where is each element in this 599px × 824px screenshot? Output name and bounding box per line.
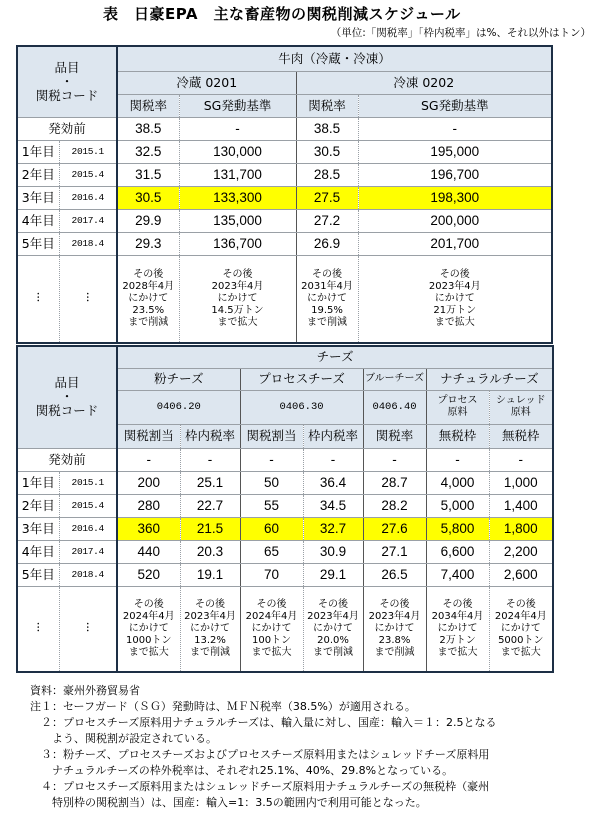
footnote-line: ナチュラルチーズの枠外税率は、それぞれ25.1%、40%、29.8%となっている。 xyxy=(30,764,454,777)
cheese-cell: 20.3 xyxy=(180,540,240,563)
footnote-line: よう、関税割が設定されている。 xyxy=(30,732,217,745)
cheese-code-blue: 0406.40 xyxy=(363,390,426,424)
beef-cell: 27.2 xyxy=(296,209,358,232)
cheese-cell: - xyxy=(489,448,553,471)
cheese-later-note: その後 2034年4月 にかけて 2万トン まで拡大 xyxy=(426,586,489,672)
beef-cell: 135,000 xyxy=(179,209,296,232)
cheese-cell: 1,400 xyxy=(489,494,553,517)
cheese-row-label: 3年目 xyxy=(17,517,59,540)
beef-cell: 131,700 xyxy=(179,163,296,186)
cheese-row-date: 2017.4 xyxy=(59,540,117,563)
cheese-code-powder: 0406.20 xyxy=(117,390,240,424)
cheese-cell: 70 xyxy=(240,563,303,586)
beef-cell: 29.3 xyxy=(117,232,179,255)
cheese-cell: 50 xyxy=(240,471,303,494)
cheese-cell: - xyxy=(426,448,489,471)
page-title: 表 日豪EPA 主な畜産物の関税削減スケジュール xyxy=(103,5,461,23)
beef-later-note: その後 2028年4月 にかけて 23.5% まで削減 xyxy=(117,255,179,343)
cheese-dots: ︙ xyxy=(17,586,59,672)
cheese-cell: 22.7 xyxy=(180,494,240,517)
beef-frozen-header: 冷凍 0202 xyxy=(296,71,552,94)
footnote-source: 資料：豪州外務貿易省 xyxy=(30,684,140,697)
beef-cell: - xyxy=(179,117,296,140)
cheese-row-date: 2018.4 xyxy=(59,563,117,586)
beef-col-tariff: 関税率 xyxy=(296,94,358,117)
beef-later-note: その後 2023年4月 にかけて 14.5万トン まで拡大 xyxy=(179,255,296,343)
cheese-row-label: 5年目 xyxy=(17,563,59,586)
cheese-cell: 27.1 xyxy=(363,540,426,563)
cheese-cell: 55 xyxy=(240,494,303,517)
cheese-cell: 5,000 xyxy=(426,494,489,517)
beef-cell: 26.9 xyxy=(296,232,358,255)
cheese-col-header: 関税率 xyxy=(363,424,426,448)
cheese-cell: 2,200 xyxy=(489,540,553,563)
cheese-row-label: 4年目 xyxy=(17,540,59,563)
beef-col-tariff: 関税率 xyxy=(117,94,179,117)
beef-dots: ︙ xyxy=(17,255,59,343)
footnote-line: ２：プロセスチーズ原料用ナチュラルチーズは、輸入量に対し、国産：輸入＝１：2.5となる xyxy=(30,716,497,729)
beef-row-date: 2018.4 xyxy=(59,232,117,255)
beef-cell-highlight: 133,300 xyxy=(179,186,296,209)
cheese-col-header: 無税枠 xyxy=(489,424,553,448)
beef-cell: 201,700 xyxy=(358,232,552,255)
cheese-process-header: プロセスチーズ xyxy=(240,368,363,390)
cheese-row-date: 2015.1 xyxy=(59,471,117,494)
cheese-cell: 65 xyxy=(240,540,303,563)
cheese-col-header: 枠内税率 xyxy=(303,424,363,448)
cheese-cell: 200 xyxy=(117,471,180,494)
cheese-cell-highlight: 27.6 xyxy=(363,517,426,540)
cheese-cell: - xyxy=(180,448,240,471)
cheese-cell: 2,600 xyxy=(489,563,553,586)
cheese-code-process: 0406.30 xyxy=(240,390,363,424)
beef-row-label: 発効前 xyxy=(17,117,117,140)
cheese-row-date: 2015.4 xyxy=(59,494,117,517)
beef-cell: 195,000 xyxy=(358,140,552,163)
cheese-table xyxy=(16,345,554,673)
cheese-col-header: 関税割当 xyxy=(117,424,180,448)
cheese-later-note: その後 2024年4月 にかけて 1000トン まで拡大 xyxy=(117,586,180,672)
beef-cell: 200,000 xyxy=(358,209,552,232)
cheese-cell: - xyxy=(303,448,363,471)
cheese-cell: 28.2 xyxy=(363,494,426,517)
cheese-cell: 4,000 xyxy=(426,471,489,494)
beef-cell-highlight: 27.5 xyxy=(296,186,358,209)
beef-row-label: 3年目 xyxy=(17,186,59,209)
beef-cell-highlight: 30.5 xyxy=(117,186,179,209)
beef-chilled-header: 冷蔵 0201 xyxy=(117,71,296,94)
cheese-cell: 25.1 xyxy=(180,471,240,494)
beef-cell: 32.5 xyxy=(117,140,179,163)
cheese-cell: 36.4 xyxy=(303,471,363,494)
cheese-later-note: その後 2023年4月 にかけて 13.2% まで削減 xyxy=(180,586,240,672)
cheese-cell: - xyxy=(117,448,180,471)
cheese-cell: 29.1 xyxy=(303,563,363,586)
cheese-cell: 280 xyxy=(117,494,180,517)
beef-table xyxy=(16,45,553,344)
beef-item-header: 品目 ・ 関税コード xyxy=(17,46,117,117)
cheese-col-header: 枠内税率 xyxy=(180,424,240,448)
cheese-process-material-header: プロセス 原料 xyxy=(426,390,489,424)
cheese-cell: 1,000 xyxy=(489,471,553,494)
cheese-cell: 26.5 xyxy=(363,563,426,586)
cheese-cell: 6,600 xyxy=(426,540,489,563)
beef-later-note: その後 2031年4月 にかけて 19.5% まで削減 xyxy=(296,255,358,343)
beef-row-date: 2017.4 xyxy=(59,209,117,232)
cheese-natural-header: ナチュラルチーズ xyxy=(426,368,553,390)
cheese-cell-highlight: 1,800 xyxy=(489,517,553,540)
cheese-row-label: 発効前 xyxy=(17,448,117,471)
footnote-line: ３：粉チーズ、プロセスチーズおよびプロセスチーズ原料用またはシュレッドチーズ原料用 xyxy=(30,748,490,761)
footnote-line: 注１：セーフガード（ＳＧ）発動時は、ＭＦＮ税率（38.5%）が適用される。 xyxy=(30,700,416,713)
cheese-powder-header: 粉チーズ xyxy=(117,368,240,390)
cheese-cell: - xyxy=(363,448,426,471)
footnote-line: 特別枠の関税割当）は、国産：輸入=1：3.5の範囲内で利用可能となった。 xyxy=(30,796,427,809)
cheese-col-header: 無税枠 xyxy=(426,424,489,448)
beef-later-note: その後 2023年4月 にかけて 21万トン まで拡大 xyxy=(358,255,552,343)
beef-group-header: 牛肉（冷蔵・冷凍） xyxy=(117,46,552,71)
beef-cell: 130,000 xyxy=(179,140,296,163)
cheese-cell: - xyxy=(240,448,303,471)
cheese-cell: 7,400 xyxy=(426,563,489,586)
cheese-row-date: 2016.4 xyxy=(59,517,117,540)
beef-row-label: 1年目 xyxy=(17,140,59,163)
cheese-cell: 30.9 xyxy=(303,540,363,563)
beef-row-date: 2016.4 xyxy=(59,186,117,209)
beef-cell: 30.5 xyxy=(296,140,358,163)
cheese-cell: 19.1 xyxy=(180,563,240,586)
beef-dots: ︙ xyxy=(59,255,117,343)
beef-row-label: 4年目 xyxy=(17,209,59,232)
beef-cell: 136,700 xyxy=(179,232,296,255)
cheese-cell: 28.7 xyxy=(363,471,426,494)
beef-cell-highlight: 198,300 xyxy=(358,186,552,209)
cheese-later-note: その後 2023年4月 にかけて 23.8% まで削減 xyxy=(363,586,426,672)
cheese-cell-highlight: 32.7 xyxy=(303,517,363,540)
beef-cell: 196,700 xyxy=(358,163,552,186)
beef-row-label: 5年目 xyxy=(17,232,59,255)
beef-col-sg: SG発動基準 xyxy=(358,94,552,117)
beef-row-label: 2年目 xyxy=(17,163,59,186)
beef-cell: 29.9 xyxy=(117,209,179,232)
beef-col-sg: SG発動基準 xyxy=(179,94,296,117)
cheese-later-note: その後 2023年4月 にかけて 20.0% まで削減 xyxy=(303,586,363,672)
footnotes xyxy=(30,683,497,811)
cheese-cell-highlight: 5,800 xyxy=(426,517,489,540)
footnote-line: ４：プロセスチーズ原料用またはシュレッドチーズ原料用ナチュラルチーズの無税枠（豪州 xyxy=(30,780,490,793)
cheese-cell: 34.5 xyxy=(303,494,363,517)
cheese-row-label: 2年目 xyxy=(17,494,59,517)
cheese-row-label: 1年目 xyxy=(17,471,59,494)
beef-cell: 38.5 xyxy=(296,117,358,140)
cheese-cell-highlight: 360 xyxy=(117,517,180,540)
unit-note: （単位:「関税率」「枠内税率」は%、それ以外はトン） xyxy=(330,27,591,39)
beef-cell: 31.5 xyxy=(117,163,179,186)
cheese-item-header: 品目 ・ 関税コード xyxy=(17,346,117,448)
cheese-later-note: その後 2024年4月 にかけて 5000トン まで拡大 xyxy=(489,586,553,672)
cheese-cell: 440 xyxy=(117,540,180,563)
cheese-col-header: 関税割当 xyxy=(240,424,303,448)
beef-cell: 38.5 xyxy=(117,117,179,140)
beef-cell: - xyxy=(358,117,552,140)
cheese-shredded-material-header: シュレッド 原料 xyxy=(489,390,553,424)
cheese-later-note: その後 2024年4月 にかけて 100トン まで拡大 xyxy=(240,586,303,672)
beef-row-date: 2015.1 xyxy=(59,140,117,163)
beef-cell: 28.5 xyxy=(296,163,358,186)
cheese-blue-header: ブルーチーズ xyxy=(363,368,426,390)
cheese-dots: ︙ xyxy=(59,586,117,672)
cheese-group-header: チーズ xyxy=(117,346,553,368)
cheese-cell-highlight: 21.5 xyxy=(180,517,240,540)
cheese-cell-highlight: 60 xyxy=(240,517,303,540)
cheese-cell: 520 xyxy=(117,563,180,586)
beef-row-date: 2015.4 xyxy=(59,163,117,186)
